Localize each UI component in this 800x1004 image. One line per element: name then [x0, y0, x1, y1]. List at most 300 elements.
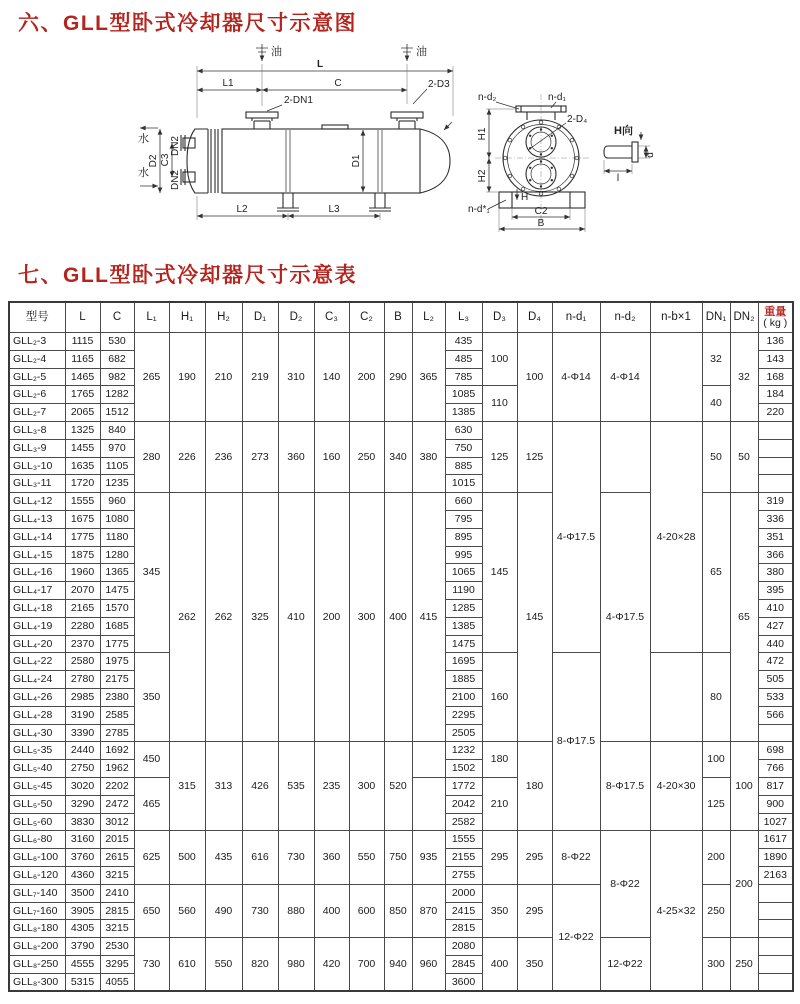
cell: 472 [758, 653, 793, 671]
cell: 1890 [758, 849, 793, 867]
cell: 1502 [445, 760, 482, 778]
cell: 8-Φ22 [552, 831, 600, 884]
cell: 2070 [65, 582, 100, 600]
cell: 550 [349, 831, 384, 884]
cell: 300 [702, 938, 730, 992]
dim-C3: C3 [160, 153, 171, 167]
cell: 533 [758, 688, 793, 706]
h-view-detail [604, 123, 656, 184]
cell: 2750 [65, 760, 100, 778]
model-cell: GLL₄-19 [9, 617, 65, 635]
cell: 1695 [445, 653, 482, 671]
cell: 219 [242, 333, 278, 422]
cell: 32 [730, 333, 758, 422]
cell [758, 955, 793, 973]
cell: 3190 [65, 706, 100, 724]
cell: 2370 [65, 635, 100, 653]
cell [412, 777, 445, 830]
dim-L: L [316, 59, 324, 70]
cell: 2065 [65, 404, 100, 422]
model-cell: GLL₈-200 [9, 938, 65, 956]
column-header: D₄ [517, 302, 552, 333]
cell: 1512 [100, 404, 134, 422]
cell: 880 [278, 884, 314, 937]
column-header: C₃ [314, 302, 349, 333]
cell: 1325 [65, 421, 100, 439]
cell: 995 [445, 546, 482, 564]
model-cell: GLL₆-80 [9, 831, 65, 849]
cell: 360 [314, 831, 349, 884]
cell: 2000 [445, 884, 482, 902]
cell: 750 [445, 439, 482, 457]
cell: 50 [702, 421, 730, 492]
cell: 310 [278, 333, 314, 422]
cell: 250 [730, 938, 758, 992]
cell: 236 [205, 421, 242, 492]
cell: 110 [482, 386, 517, 422]
cell: 2815 [100, 902, 134, 920]
cell: 1635 [65, 457, 100, 475]
cell: 560 [169, 884, 205, 937]
cell: 4-20×30 [650, 742, 702, 831]
cell: 682 [100, 350, 134, 368]
dim-D1: D1 [351, 154, 362, 168]
cell: 3012 [100, 813, 134, 831]
model-cell: GLL₃-11 [9, 475, 65, 493]
cell: 1775 [100, 635, 134, 653]
cell: 313 [205, 742, 242, 831]
cell: 2755 [445, 866, 482, 884]
dim-l: l [616, 173, 620, 184]
cell: 2505 [445, 724, 482, 742]
model-cell: GLL₅-45 [9, 777, 65, 795]
cell: 3830 [65, 813, 100, 831]
cell: 465 [134, 777, 169, 830]
cell: 660 [445, 493, 482, 511]
cell: 2100 [445, 688, 482, 706]
cell: 940 [384, 938, 412, 992]
cell: 2155 [445, 849, 482, 867]
cell: 2042 [445, 795, 482, 813]
cell: 50 [730, 421, 758, 492]
cell: 1692 [100, 742, 134, 760]
cell: 817 [758, 777, 793, 795]
model-cell: GLL₅-50 [9, 795, 65, 813]
cell: 420 [314, 938, 349, 992]
cell: 350 [134, 653, 169, 742]
cell: 1285 [445, 599, 482, 617]
cell: 895 [445, 528, 482, 546]
oil-label-left: 油 [271, 46, 282, 58]
cell: 300 [349, 493, 384, 742]
cell: 4360 [65, 866, 100, 884]
cell: 785 [445, 368, 482, 386]
cell: 125 [482, 421, 517, 492]
cell: 2175 [100, 671, 134, 689]
cell: 500 [169, 831, 205, 884]
callout-ndstar1: n-d*₁ [468, 204, 490, 215]
cell [758, 902, 793, 920]
cell: 505 [758, 671, 793, 689]
cell: 1365 [100, 564, 134, 582]
cell: 65 [730, 493, 758, 742]
column-header: D₁ [242, 302, 278, 333]
cell: 2410 [100, 884, 134, 902]
cell: 32 [702, 333, 730, 386]
water-label-lower: 水 [138, 167, 149, 179]
dim-D2: D2 [148, 154, 159, 168]
column-header: D₂ [278, 302, 314, 333]
cell: 380 [412, 421, 445, 492]
cell: 1475 [445, 635, 482, 653]
cell: 160 [314, 421, 349, 492]
cell: 795 [445, 510, 482, 528]
cell: 2615 [100, 849, 134, 867]
cell: 820 [242, 938, 278, 992]
cell: 2845 [445, 955, 482, 973]
dim-B: B [537, 218, 545, 229]
cell: 380 [758, 564, 793, 582]
cell: 900 [758, 795, 793, 813]
cell: 210 [482, 777, 517, 830]
cell: 2380 [100, 688, 134, 706]
cell: 3295 [100, 955, 134, 973]
section-title-diagram: 六、GLL型卧式冷却器尺寸示意图 [18, 12, 357, 35]
model-cell: GLL₄-24 [9, 671, 65, 689]
model-cell: GLL₄-26 [9, 688, 65, 706]
cell: 1675 [65, 510, 100, 528]
cell: 1235 [100, 475, 134, 493]
model-cell: GLL₆-100 [9, 849, 65, 867]
cell: 1080 [100, 510, 134, 528]
cell: 850 [384, 884, 412, 937]
cell: 2530 [100, 938, 134, 956]
cell: 1282 [100, 386, 134, 404]
cell: 8-Φ22 [600, 831, 650, 938]
table-row [9, 742, 793, 760]
model-cell: GLL₂-5 [9, 368, 65, 386]
cell: 12-Φ22 [552, 884, 600, 991]
cell: 180 [517, 742, 552, 831]
cell: 300 [349, 742, 384, 831]
column-header: H₁ [169, 302, 205, 333]
dim-L2: L2 [236, 204, 248, 215]
cell: 730 [242, 884, 278, 937]
cell: 250 [349, 421, 384, 492]
end-view [468, 92, 590, 232]
cell: 870 [412, 884, 445, 937]
model-cell: GLL₄-20 [9, 635, 65, 653]
cell: 4-Φ14 [552, 333, 600, 422]
cell: 616 [242, 831, 278, 884]
cell: 8-Φ17.5 [552, 653, 600, 831]
cell: 1180 [100, 528, 134, 546]
model-cell: GLL₇-140 [9, 884, 65, 902]
cell: 1555 [445, 831, 482, 849]
dim-DN2-lower: DN2 [170, 169, 181, 191]
cell: 2780 [65, 671, 100, 689]
cell: 2163 [758, 866, 793, 884]
cell: 3790 [65, 938, 100, 956]
model-cell: GLL₃-8 [9, 421, 65, 439]
cell: 960 [100, 493, 134, 511]
model-cell: GLL₂-6 [9, 386, 65, 404]
cell: 295 [482, 831, 517, 884]
model-cell: GLL₈-250 [9, 955, 65, 973]
column-header: n-d₁ [552, 302, 600, 333]
model-cell: GLL₄-22 [9, 653, 65, 671]
cell: 143 [758, 350, 793, 368]
column-header: C₂ [349, 302, 384, 333]
cell: 840 [100, 421, 134, 439]
cell: 2582 [445, 813, 482, 831]
cell [412, 742, 445, 778]
cell: 982 [100, 368, 134, 386]
table-row [9, 421, 793, 439]
cell [758, 439, 793, 457]
cell: 3905 [65, 902, 100, 920]
section-title-table: 七、GLL型卧式冷却器尺寸示意表 [18, 264, 357, 287]
model-cell: GLL₄-15 [9, 546, 65, 564]
cell: 280 [134, 421, 169, 492]
cell: 345 [134, 493, 169, 653]
callout-nd2: n-d₂ [478, 92, 497, 103]
side-view [138, 44, 453, 220]
view-H-label: H向 [614, 125, 633, 137]
cell: 350 [517, 938, 552, 992]
cell [600, 421, 650, 492]
cell: 315 [169, 742, 205, 831]
dim-H2: H2 [477, 169, 488, 183]
cell: 168 [758, 368, 793, 386]
cell: 1960 [65, 564, 100, 582]
cell: 1280 [100, 546, 134, 564]
cell: 426 [242, 742, 278, 831]
cell: 365 [412, 333, 445, 422]
model-cell: GLL₂-7 [9, 404, 65, 422]
cell [758, 724, 793, 742]
cell: 1385 [445, 617, 482, 635]
model-cell: GLL₅-60 [9, 813, 65, 831]
cell: 520 [384, 742, 412, 831]
model-cell: GLL₅-35 [9, 742, 65, 760]
dimension-table [8, 301, 794, 992]
cell: 1085 [445, 386, 482, 404]
cell [758, 973, 793, 991]
cell: 2415 [445, 902, 482, 920]
column-header: 型号 [9, 302, 65, 333]
model-cell: GLL₇-160 [9, 902, 65, 920]
cell: 2280 [65, 617, 100, 635]
cell: 1775 [65, 528, 100, 546]
cell: 698 [758, 742, 793, 760]
cell: 200 [702, 831, 730, 884]
cell: 750 [384, 831, 412, 884]
cell: 415 [412, 493, 445, 742]
cell: 600 [349, 884, 384, 937]
table-row [9, 333, 793, 351]
cell: 1685 [100, 617, 134, 635]
cell: 400 [314, 884, 349, 937]
column-header: DN₁ [702, 302, 730, 333]
model-cell: GLL₆-120 [9, 866, 65, 884]
cell: 1190 [445, 582, 482, 600]
cell: 4305 [65, 920, 100, 938]
cell: 80 [702, 653, 730, 742]
cell: 290 [384, 333, 412, 422]
cell: 625 [134, 831, 169, 884]
cell: 530 [100, 333, 134, 351]
header-row [9, 302, 793, 333]
cell: 2585 [100, 706, 134, 724]
cell: 65 [702, 493, 730, 653]
cell: 325 [242, 493, 278, 742]
cell: 1015 [445, 475, 482, 493]
cell: 400 [482, 938, 517, 992]
cell: 4055 [100, 973, 134, 991]
cell: 2472 [100, 795, 134, 813]
cell [758, 475, 793, 493]
cell: 610 [169, 938, 205, 992]
model-cell: GLL₃-10 [9, 457, 65, 475]
cell: 210 [205, 333, 242, 422]
cell: 427 [758, 617, 793, 635]
cell: 1975 [100, 653, 134, 671]
cell: 273 [242, 421, 278, 492]
dim-C: C [334, 78, 342, 89]
column-header: 重量 ( kg ) [758, 302, 793, 333]
cell: 1570 [100, 599, 134, 617]
cell: 2815 [445, 920, 482, 938]
cell: 200 [730, 831, 758, 938]
cell: 566 [758, 706, 793, 724]
table-row [9, 831, 793, 849]
cell: 100 [482, 333, 517, 386]
cell: 2985 [65, 688, 100, 706]
column-header: DN₂ [730, 302, 758, 333]
cell: 1875 [65, 546, 100, 564]
cell: 160 [482, 653, 517, 742]
cell: 262 [169, 493, 205, 742]
model-cell: GLL₅-40 [9, 760, 65, 778]
cell: 12-Φ22 [600, 938, 650, 992]
model-cell: GLL₄-12 [9, 493, 65, 511]
cell: 2202 [100, 777, 134, 795]
dim-C2: C2 [534, 206, 548, 217]
cell: 250 [702, 884, 730, 937]
cell: 3760 [65, 849, 100, 867]
cell: 360 [278, 421, 314, 492]
dim-H1: H1 [477, 127, 488, 141]
cell: 1455 [65, 439, 100, 457]
column-header: n-d₂ [600, 302, 650, 333]
callout-2-D3: 2-D3 [428, 79, 450, 90]
dim-L3: L3 [328, 204, 340, 215]
cell: 435 [445, 333, 482, 351]
cell: 3500 [65, 884, 100, 902]
cell: 200 [349, 333, 384, 422]
cell: 400 [384, 493, 412, 742]
cell: 2015 [100, 831, 134, 849]
cell: 410 [758, 599, 793, 617]
cooler-diagram [0, 34, 800, 266]
cell: 1720 [65, 475, 100, 493]
column-header: L₃ [445, 302, 482, 333]
cell: 1232 [445, 742, 482, 760]
cell: 650 [134, 884, 169, 937]
cell: 1105 [100, 457, 134, 475]
cell [758, 421, 793, 439]
cell: 184 [758, 386, 793, 404]
cell: 410 [278, 493, 314, 742]
column-header: L [65, 302, 100, 333]
model-cell: GLL₃-9 [9, 439, 65, 457]
cell: 235 [314, 742, 349, 831]
cell [650, 653, 702, 742]
cell: 3600 [445, 973, 482, 991]
cell: 535 [278, 742, 314, 831]
cell: 4-20×28 [650, 421, 702, 652]
cell: 350 [482, 884, 517, 937]
model-cell: GLL₄-13 [9, 510, 65, 528]
cell: 1027 [758, 813, 793, 831]
column-header: D₃ [482, 302, 517, 333]
cell: 295 [517, 884, 552, 937]
cell: 1555 [65, 493, 100, 511]
cell: 125 [517, 421, 552, 492]
cell: 1385 [445, 404, 482, 422]
column-header: L₂ [412, 302, 445, 333]
model-cell: GLL₂-4 [9, 350, 65, 368]
cell: 295 [517, 831, 552, 884]
cell: 2295 [445, 706, 482, 724]
cell: 630 [445, 421, 482, 439]
dim-DN2-upper: DN2 [170, 135, 181, 157]
cell: 970 [100, 439, 134, 457]
cell: 40 [702, 386, 730, 422]
cell: 960 [412, 938, 445, 992]
dim-L1: L1 [222, 78, 234, 89]
cell: 1617 [758, 831, 793, 849]
model-cell: GLL₈-180 [9, 920, 65, 938]
cell: 395 [758, 582, 793, 600]
cell: 136 [758, 333, 793, 351]
cell: 340 [384, 421, 412, 492]
cell: 730 [134, 938, 169, 992]
cell [758, 920, 793, 938]
cell [650, 333, 702, 422]
cell: 200 [314, 493, 349, 742]
callout-2-D4: 2-D₄ [567, 114, 588, 125]
column-header: H₂ [205, 302, 242, 333]
cell: 3290 [65, 795, 100, 813]
cell: 1772 [445, 777, 482, 795]
cell: 2440 [65, 742, 100, 760]
model-cell: GLL₄-28 [9, 706, 65, 724]
cell: 885 [445, 457, 482, 475]
cell: 2165 [65, 599, 100, 617]
cell: 1165 [65, 350, 100, 368]
cell: 1885 [445, 671, 482, 689]
cell: 226 [169, 421, 205, 492]
cell: 190 [169, 333, 205, 422]
cell: 1765 [65, 386, 100, 404]
cell: 351 [758, 528, 793, 546]
cell: 366 [758, 546, 793, 564]
cell: 980 [278, 938, 314, 992]
cell: 180 [482, 742, 517, 778]
cell: 3160 [65, 831, 100, 849]
